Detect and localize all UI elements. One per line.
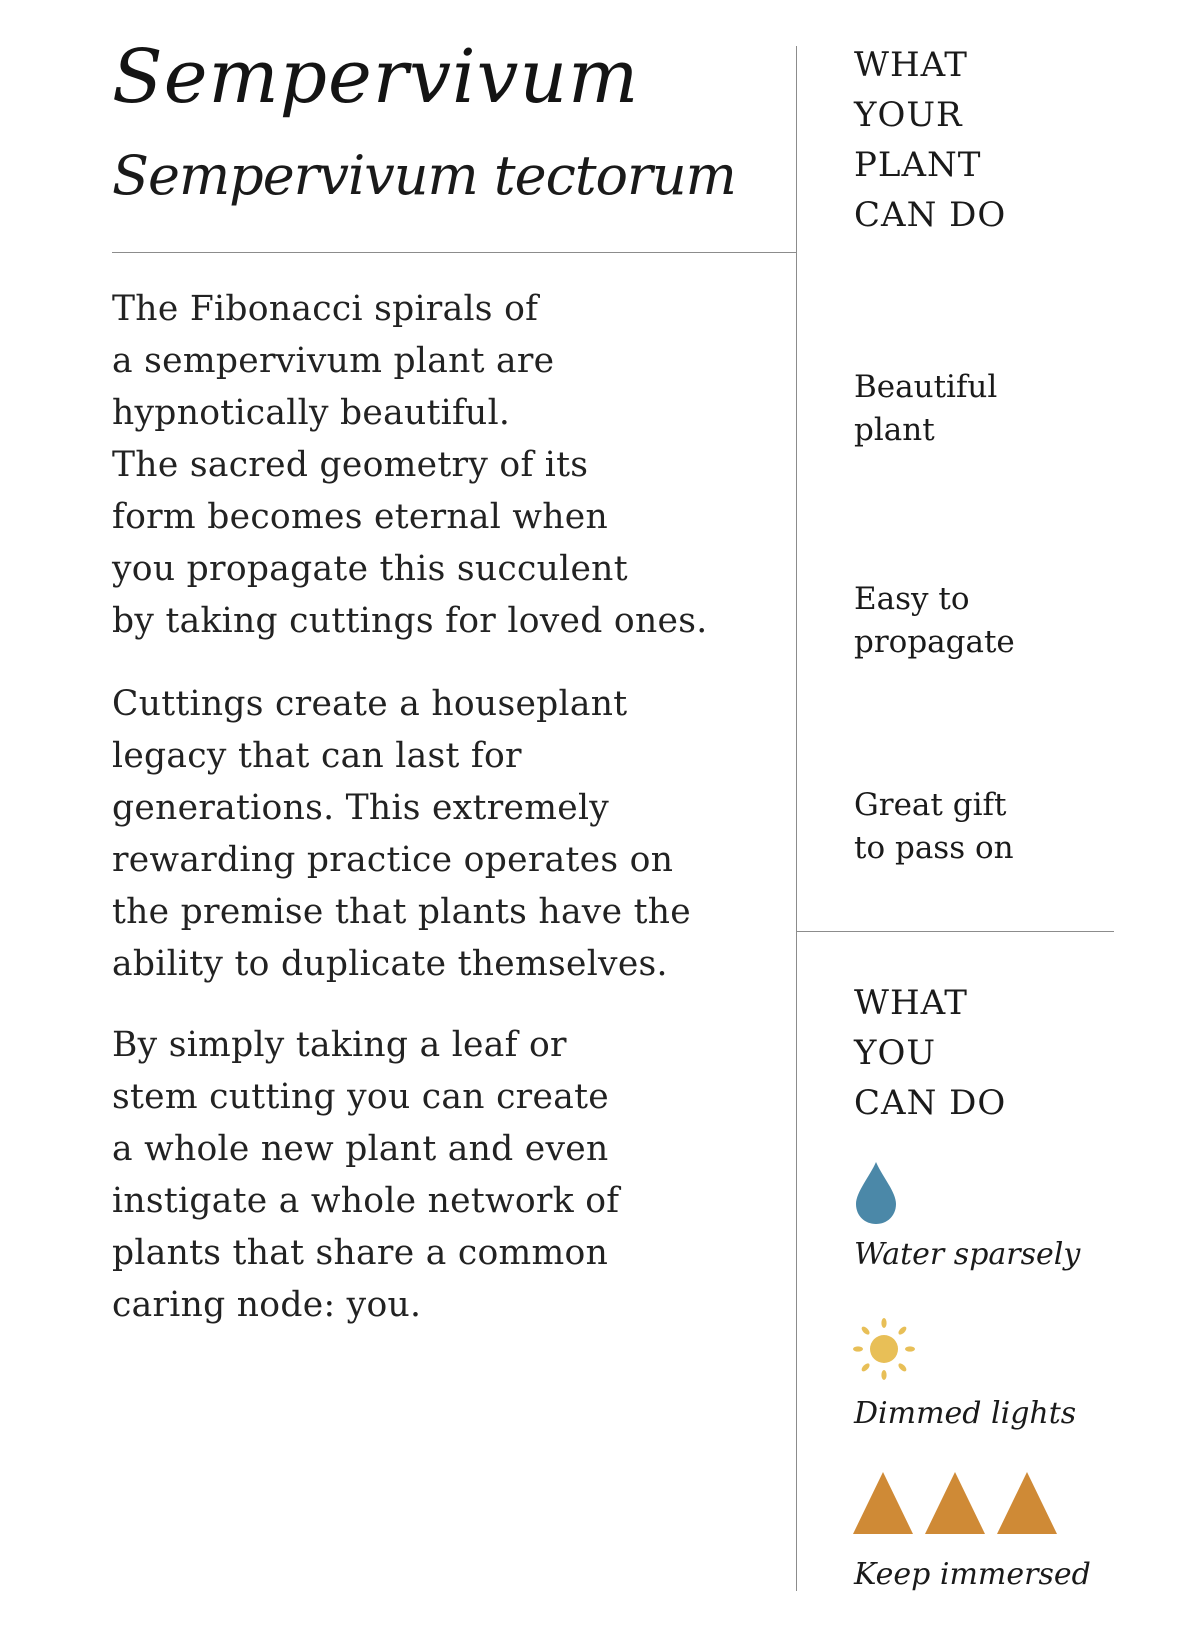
- care-heading: WHAT YOU CAN DO: [854, 983, 1007, 1123]
- title-divider: [112, 252, 796, 253]
- care-label-immersion: Keep immersed: [854, 1557, 1091, 1592]
- triangles-icon: [852, 1470, 1062, 1536]
- plant-abilities-heading: WHAT YOUR PLANT CAN DO: [854, 45, 1007, 235]
- body-paragraph-2: Cuttings create a houseplant legacy that can last for generations. This extremely rewarding practice operates on the premise that plants have the ability to duplicate themselves.: [112, 684, 691, 984]
- column-divider: [796, 46, 797, 1591]
- sun-icon: [852, 1317, 916, 1381]
- ability-item: Easy to propagate: [854, 581, 1015, 660]
- ability-item: Beautiful plant: [854, 369, 998, 448]
- plant-title: Sempervivum: [112, 34, 640, 120]
- body-paragraph-3: By simply taking a leaf or stem cutting you can create a whole new plant and even instigate a whole network of plants that share a common caring node: you.: [112, 1025, 620, 1325]
- ability-item: Great gift to pass on: [854, 787, 1014, 866]
- body-paragraph-1: The Fibonacci spirals of a sempervivum plant are hypnotically beautiful. The sacred geometry of its form becomes eternal when you propagate this succulent by taking cuttings for loved ones.: [112, 289, 708, 641]
- water-drop-icon: [853, 1160, 899, 1226]
- sidebar-divider: [796, 931, 1114, 932]
- plant-latin-name: Sempervivum tectorum: [112, 144, 736, 207]
- care-label-water: Water sparsely: [854, 1237, 1081, 1272]
- care-label-light: Dimmed lights: [854, 1396, 1077, 1431]
- water-drop-shape: [856, 1162, 896, 1224]
